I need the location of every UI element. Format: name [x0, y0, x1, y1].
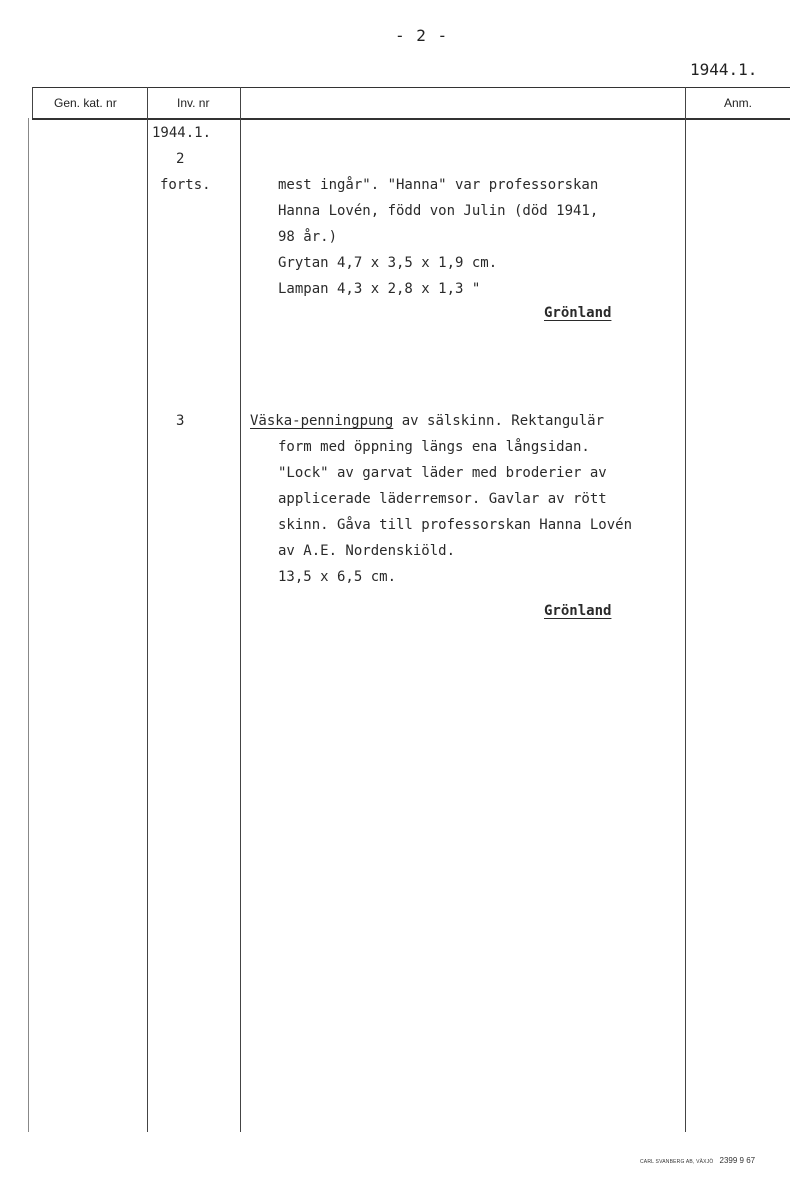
- entry-line: mest ingår". "Hanna" var professorskan: [278, 177, 599, 193]
- column-divider-gen-kat: [147, 87, 148, 1132]
- column-header-gen-kat: Gen. kat. nr: [54, 96, 117, 110]
- entry-line: "Lock" av garvat läder med broderier av: [278, 465, 607, 481]
- entry-line: 13,5 x 6,5 cm.: [278, 569, 397, 585]
- header-top-rule: [32, 87, 790, 88]
- entry-line: Lampan 4,3 x 2,8 x 1,3 ": [278, 281, 481, 297]
- region-label: Grönland: [544, 305, 612, 321]
- accession-number-corner: 1944.1.: [690, 60, 758, 79]
- header-bottom-rule: [32, 118, 790, 120]
- entry-first-line: [250, 408, 604, 434]
- item-title: Väska-penningpung: [250, 413, 394, 429]
- entry-line: av A.E. Nordenskiöld.: [278, 543, 456, 559]
- region-label: Grönland: [544, 603, 612, 619]
- entry-line: 98 år.): [278, 229, 338, 245]
- entry-line: Grytan 4,7 x 3,5 x 1,9 cm.: [278, 255, 498, 271]
- form-code: 2399 9 67: [719, 1156, 756, 1165]
- entry-line: form med öppning längs ena långsidan.: [278, 439, 590, 455]
- page-left-margin-rule: [28, 118, 29, 1132]
- entry-line: skinn. Gåva till professorskan Hanna Lovén: [278, 517, 633, 533]
- printer-imprint: [640, 1156, 755, 1165]
- entry-first-line-rest: av sälskinn. Rektangulär: [393, 413, 605, 429]
- column-divider-left-edge: [32, 87, 33, 118]
- inv-accession: 1944.1.: [152, 125, 212, 141]
- inv-continued-marker: forts.: [160, 177, 211, 193]
- entry-line: applicerade läderremsor. Gavlar av rött: [278, 491, 607, 507]
- entry-line: Hanna Lovén, född von Julin (död 1941,: [278, 203, 599, 219]
- column-divider-inv: [240, 87, 241, 1132]
- page-number: - 2 -: [395, 26, 449, 45]
- column-header-inv: Inv. nr: [177, 96, 210, 110]
- inv-item-number: 3: [176, 413, 185, 429]
- printer-name: CARL SVANBERG AB, VÄXJÖ: [640, 1159, 714, 1165]
- column-header-anm: Anm.: [724, 96, 753, 110]
- column-divider-anm: [685, 87, 686, 1132]
- inv-item-number: 2: [176, 151, 185, 167]
